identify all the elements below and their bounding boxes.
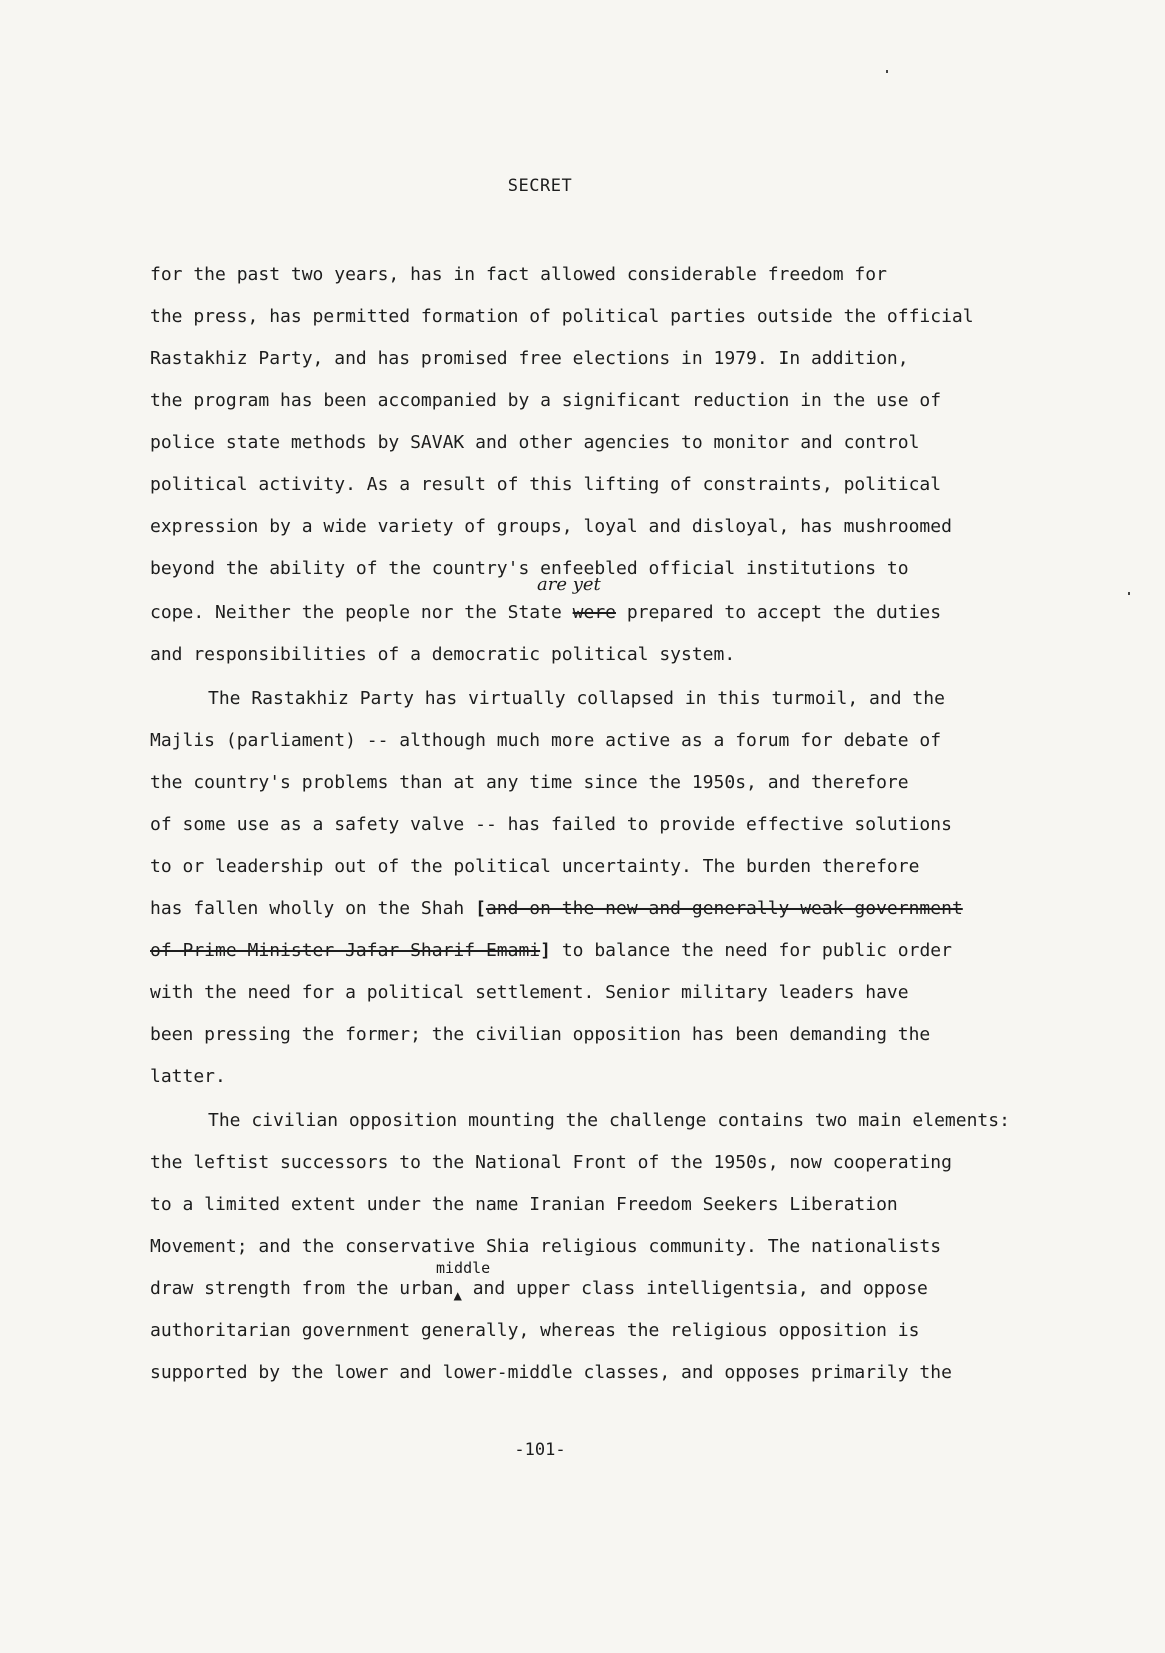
- typed-insertion: middle: [436, 1259, 491, 1277]
- scan-speck: [886, 70, 888, 73]
- text-line-cope: [150, 602, 941, 624]
- text-line: Movement; and the conservative Shia religious community. The nationalists: [150, 1236, 942, 1257]
- handwritten-insertion: are yet: [537, 574, 601, 595]
- text-line: expression by a wide variety of groups, loyal and disloyal, has mushroomed: [150, 516, 952, 537]
- minister-text-after: to balance the need for public order: [550, 940, 952, 961]
- text-line: and responsibilities of a democratic political system.: [150, 644, 736, 665]
- text-line: political activity. As a result of this lifting of constraints, political: [150, 474, 942, 495]
- shah-text-before: has fallen wholly on the Shah: [150, 898, 476, 919]
- edit-bracket-open: [: [475, 898, 486, 919]
- text-line-draw: [150, 1278, 928, 1304]
- cope-text-before: cope. Neither the people nor the State: [150, 602, 573, 623]
- paragraph-start-line: The civilian opposition mounting the challenge contains two main elements:: [208, 1110, 1010, 1131]
- struck-phrase-minister: of Prime Minister Jafar Sharif-Emami: [150, 940, 541, 961]
- page-number: -101-: [514, 1440, 566, 1460]
- text-line: of some use as a safety valve -- has failed to provide effective solutions: [150, 814, 952, 835]
- text-line: for the past two years, has in fact allowed considerable freedom for: [150, 264, 887, 285]
- text-line: the press, has permitted formation of political parties outside the official: [150, 306, 974, 327]
- text-line: the leftist successors to the National Front of the 1950s, now cooperating: [150, 1152, 952, 1173]
- text-line-minister: [150, 940, 952, 962]
- classification-header: SECRET: [507, 176, 573, 196]
- text-line-shah: [150, 898, 963, 920]
- text-line: authoritarian government generally, whereas the religious opposition is: [150, 1320, 920, 1341]
- scan-speck: [1128, 592, 1130, 595]
- text-line: with the need for a political settlement. Senior military leaders have: [150, 982, 909, 1003]
- text-line: the program has been accompanied by a significant reduction in the use of: [150, 390, 942, 411]
- caret-mark-icon: ▲: [453, 1288, 462, 1304]
- edit-bracket-close: ]: [540, 940, 551, 961]
- text-line: police state methods by SAVAK and other agencies to monitor and control: [150, 432, 920, 453]
- text-line: beyond the ability of the country's enfeebled official institutions to: [150, 558, 909, 579]
- text-line: supported by the lower and lower-middle classes, and opposes primarily the: [150, 1362, 952, 1383]
- text-line: Rastakhiz Party, and has promised free elections in 1979. In addition,: [150, 348, 909, 369]
- text-line: the country's problems than at any time since the 1950s, and therefore: [150, 772, 909, 793]
- paragraph-start-line: The Rastakhiz Party has virtually collapsed in this turmoil, and the: [208, 688, 945, 709]
- text-line: Majlis (parliament) -- although much more active as a forum for debate of: [150, 730, 942, 751]
- draw-text-after: and upper class intelligentsia, and oppose: [461, 1278, 928, 1299]
- text-line: to or leadership out of the political uncertainty. The burden therefore: [150, 856, 920, 877]
- struck-word: were: [572, 602, 616, 623]
- text-line: been pressing the former; the civilian opposition has been demanding the: [150, 1024, 931, 1045]
- text-line: latter.: [150, 1066, 226, 1087]
- draw-text-before: draw strength from the urban: [150, 1278, 454, 1299]
- struck-phrase: and on the new and generally weak government: [485, 898, 963, 919]
- cope-text-after: prepared to accept the duties: [616, 602, 942, 623]
- text-line: to a limited extent under the name Iranian Freedom Seekers Liberation: [150, 1194, 898, 1215]
